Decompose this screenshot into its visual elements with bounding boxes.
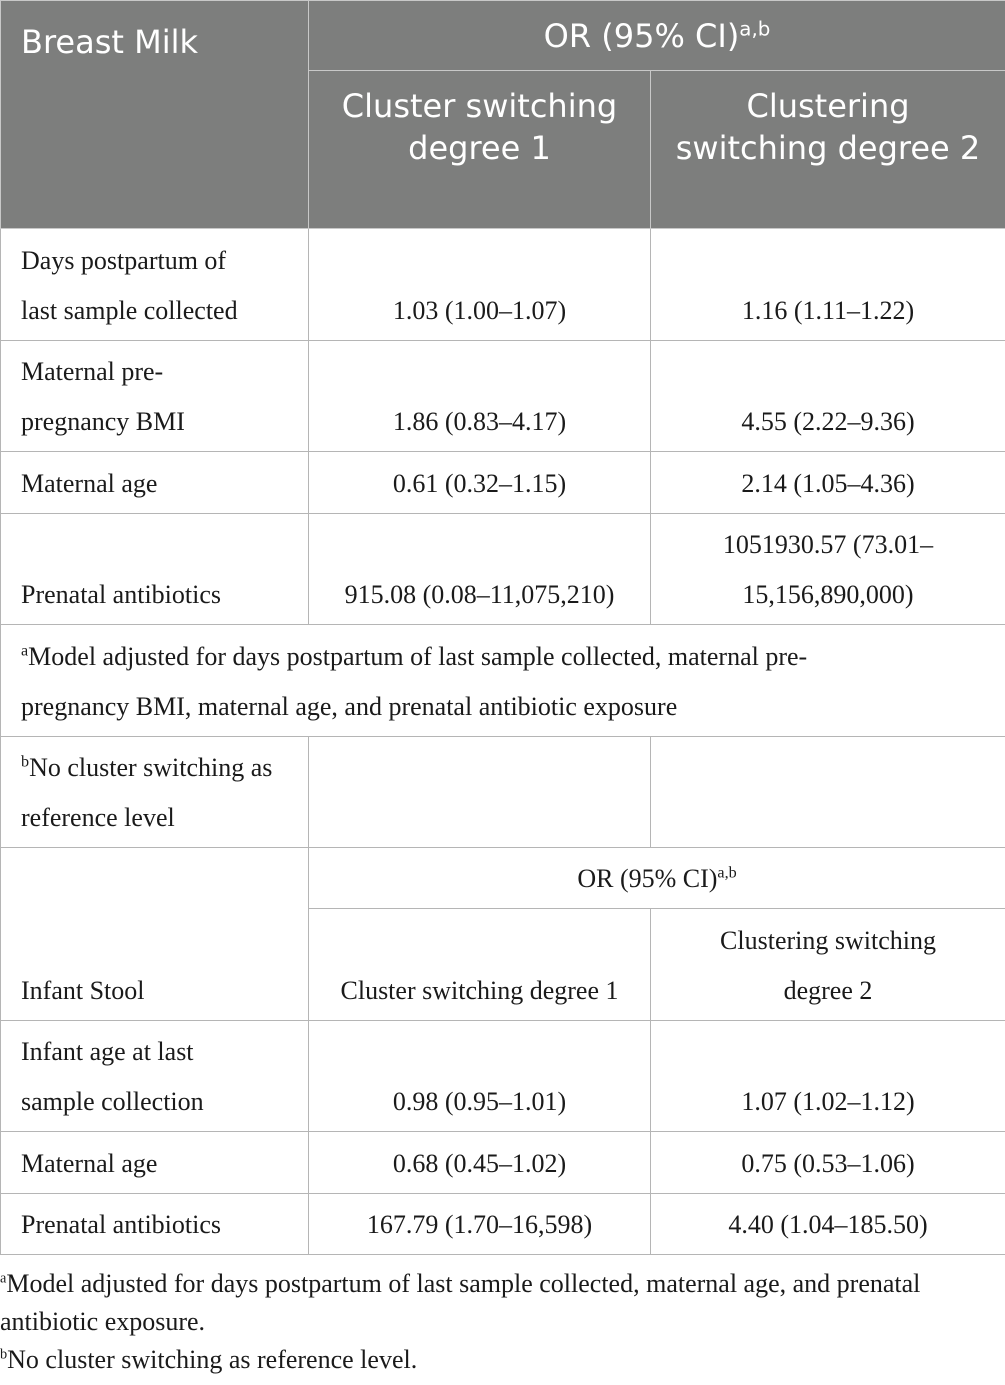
stool-header-row — [1, 848, 1005, 909]
row-value-1: 1.03 (1.00–1.07) — [309, 229, 651, 341]
footnote-a-sup: a — [0, 1270, 7, 1287]
footnote-b — [0, 1341, 1005, 1379]
row-value-2: 0.75 (0.53–1.06) — [651, 1132, 1005, 1194]
footnote-b-text: No cluster switching as reference level — [21, 753, 273, 832]
table-row — [1, 1132, 1005, 1194]
stool-col2-header: Clustering switching degree 2 — [651, 909, 1005, 1021]
group-label-cell — [1, 1, 309, 229]
footnote-a-sup: a — [21, 642, 29, 660]
row-label: Maternal age — [1, 1132, 309, 1194]
stool-label-cell — [1, 848, 309, 1021]
row-value-2: 1.16 (1.11–1.22) — [651, 229, 1005, 341]
row-label: Maternal pre-pregnancy BMI — [1, 341, 309, 452]
empty-cell — [309, 737, 651, 848]
row-value-2: 4.55 (2.22–9.36) — [651, 341, 1005, 452]
table-footnotes — [0, 1265, 1005, 1379]
row-value-1: 167.79 (1.70–16,598) — [309, 1194, 651, 1255]
row-value-2: 1051930.57 (73.01–15,156,890,000) — [651, 514, 1005, 625]
footnote-a-text: Model adjusted for days postpartum of last sample collected, maternal pre-pregnancy BMI, maternal age, and prenatal antibiotic exposure — [21, 642, 808, 721]
or-header-cell — [309, 1, 1005, 71]
footnote-b-cell — [1, 737, 309, 848]
row-value-2: 2.14 (1.05–4.36) — [651, 452, 1005, 514]
or-label: OR (95% CI) — [543, 16, 740, 55]
row-value-1: 1.86 (0.83–4.17) — [309, 341, 651, 452]
empty-cell — [651, 737, 1005, 848]
row-value-1: 0.61 (0.32–1.15) — [309, 452, 651, 514]
footnote-a-cell — [1, 625, 1005, 737]
row-label: Prenatal antibiotics — [1, 1194, 309, 1255]
footnote-row — [1, 737, 1005, 848]
table-row — [1, 1194, 1005, 1255]
row-label: Prenatal antibiotics — [1, 514, 309, 625]
table-row — [1, 341, 1005, 452]
stool-or-sup: a,b — [717, 864, 737, 882]
breast-milk-label: Breast Milk — [21, 23, 199, 61]
table-row — [1, 1021, 1005, 1132]
footnote-a — [0, 1265, 1005, 1341]
stool-or-label: OR (95% CI) — [577, 864, 718, 893]
table-row — [1, 229, 1005, 341]
footnote-row — [1, 625, 1005, 737]
stool-col1-header: Cluster switching degree 1 — [309, 909, 651, 1021]
footnote-b-sup: b — [0, 1346, 8, 1363]
or-sup: a,b — [739, 16, 771, 40]
col2-header: Clustering switching degree 2 — [651, 71, 1005, 229]
row-value-2: 4.40 (1.04–185.50) — [651, 1194, 1005, 1255]
col1-header: Cluster switching degree 1 — [309, 71, 651, 229]
row-label: Infant age at last sample collection — [1, 1021, 309, 1132]
footnote-a-text: Model adjusted for days postpartum of last sample collected, maternal age, and prenatal antibiotic exposure. — [0, 1269, 921, 1336]
header-row — [1, 1, 1005, 71]
row-label: Days postpartum of last sample collected — [1, 229, 309, 341]
infant-stool-label: Infant Stool — [21, 976, 145, 1005]
row-value-1: 915.08 (0.08–11,075,210) — [309, 514, 651, 625]
footnote-b-sup: b — [21, 753, 30, 771]
row-value-2: 1.07 (1.02–1.12) — [651, 1021, 1005, 1132]
stool-or-header — [309, 848, 1005, 909]
row-value-1: 0.68 (0.45–1.02) — [309, 1132, 651, 1194]
row-label: Maternal age — [1, 452, 309, 514]
table-row — [1, 452, 1005, 514]
footnote-b-text: No cluster switching as reference level. — [7, 1345, 418, 1374]
table-row — [1, 514, 1005, 625]
row-value-1: 0.98 (0.95–1.01) — [309, 1021, 651, 1132]
